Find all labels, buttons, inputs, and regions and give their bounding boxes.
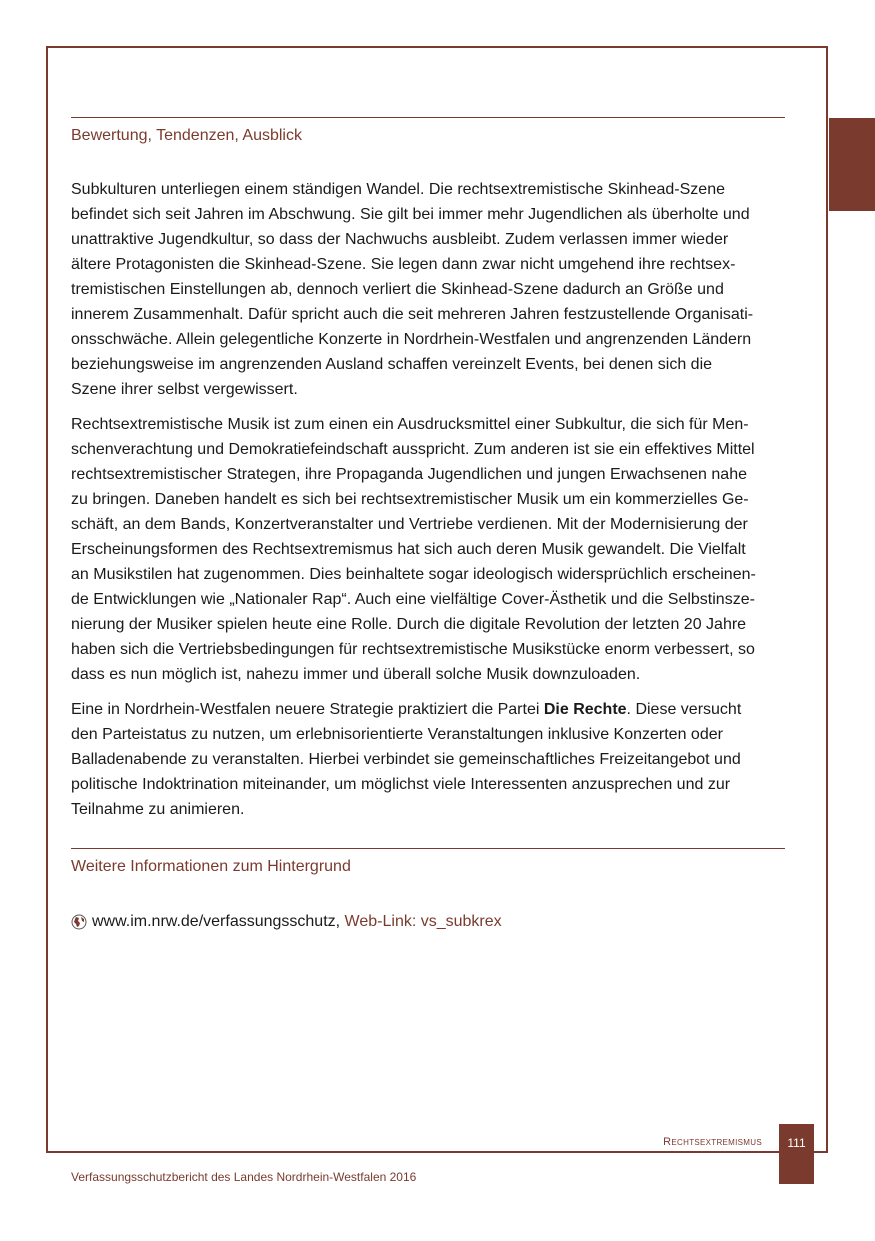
url-text[interactable]: www.im.nrw.de/verfassungsschutz, (92, 913, 341, 930)
text-line: Balladenabende zu veranstalten. Hierbei verbindet sie gemeinschaftliches Freizeitangebot und (71, 751, 741, 768)
section-rule-info (71, 848, 785, 849)
reference-line (71, 912, 502, 932)
paragraph-2 (71, 412, 787, 687)
text-line: ältere Protagonisten die Skinhead-Szene. Sie legen dann zwar nicht umgehend ihre rechtsex- (71, 256, 736, 273)
text-line: an Musikstilen hat zugenommen. Dies beinhaltete sogar ideologisch widersprüchlich erscheinen- (71, 566, 756, 583)
page-number-box (779, 1124, 814, 1184)
text-line: zu bringen. Daneben handelt es sich bei rechtsextremistischer Musik um ein kommerzielles Ge- (71, 491, 749, 508)
text-fragment: . Diese versucht (626, 701, 742, 718)
footer-publication: Verfassungsschutzbericht des Landes Nordrhein-Westfalen 2016 (71, 1170, 417, 1184)
party-name: Die Rechte (543, 701, 627, 718)
text-line: Teilnahme zu animieren. (71, 801, 245, 818)
text-line: innerem Zusammenhalt. Dafür spricht auch die seit mehreren Jahren festzustellende Organisati- (71, 306, 754, 323)
text-line (71, 697, 787, 722)
text-line: de Entwicklungen wie „Nationaler Rap“. Auch eine vielfältige Cover-Ästhetik und die Selbstinsze- (71, 591, 755, 608)
text-line: rechtsextremistischer Strategen, ihre Propaganda Jugendlichen und jungen Erwachsenen nahe (71, 466, 747, 483)
text-line: unattraktive Jugendkultur, so dass der Nachwuchs ausbleibt. Zudem verlassen immer wieder (71, 231, 729, 248)
text-line: Rechtsextremistische Musik ist zum einen ein Ausdrucksmittel einer Subkultur, die sich für Men- (71, 416, 749, 433)
section-heading-bewertung: Bewertung, Tendenzen, Ausblick (71, 127, 302, 144)
paragraph-3 (71, 697, 787, 822)
text-line: beziehungsweise im angrenzenden Ausland schaffen vereinzelt Events, bei denen sich die (71, 356, 713, 373)
page-number: 111 (787, 1136, 806, 1150)
chapter-tab (829, 118, 875, 211)
paragraph-1 (71, 177, 787, 402)
text-line: haben sich die Vertriebsbedingungen für rechtsextremistische Musikstücke enorm verbessert, so (71, 641, 755, 658)
section-rule-top (71, 117, 785, 118)
web-link[interactable]: Web-Link: vs_subkrex (344, 913, 502, 930)
section-body (71, 177, 787, 832)
text-line: den Parteistatus zu nutzen, um erlebnisorientierte Veranstaltungen inklusive Konzerten oder (71, 726, 723, 743)
globe-icon (71, 914, 87, 930)
text-line: nierung der Musiker spielen heute eine Rolle. Durch die digitale Revolution der letzten 20 Jahre (71, 616, 747, 633)
text-line: Subkulturen unterliegen einem ständigen Wandel. Die rechtsextremistische Skinhead-Szene (71, 181, 725, 198)
section-heading-info: Weitere Informationen zum Hintergrund (71, 858, 351, 875)
text-line: befindet sich seit Jahren im Abschwung. Sie gilt bei immer mehr Jugendlichen als überholte und (71, 206, 750, 223)
footer-section-label: Rechtsextremismus (663, 1136, 762, 1148)
text-line: politische Indoktrination miteinander, um möglichst viele Interessenten anzusprechen und zur (71, 776, 731, 793)
text-fragment: Eine in Nordrhein-Westfalen neuere Strategie praktiziert die Partei (71, 701, 544, 718)
text-line: Szene ihrer selbst vergewissert. (71, 381, 298, 398)
text-line: dass es nun möglich ist, nahezu immer und überall solche Musik downzuloaden. (71, 666, 641, 683)
text-line: onsschwäche. Allein gelegentliche Konzerte in Nordrhein-Westfalen und angrenzenden Ländern (71, 331, 752, 348)
text-line: schenverachtung und Demokratiefeindschaft ausspricht. Zum anderen ist sie ein effektives Mittel (71, 441, 755, 458)
text-line: Erscheinungsformen des Rechtsextremismus hat sich auch deren Musik gewandelt. Die Vielfalt (71, 541, 746, 558)
text-line: tremistischen Einstellungen ab, dennoch verliert die Skinhead-Szene dadurch an Größe und (71, 281, 724, 298)
text-line: schäft, an dem Bands, Konzertveranstalter und Vertriebe verdienen. Mit der Modernisierung der (71, 516, 748, 533)
